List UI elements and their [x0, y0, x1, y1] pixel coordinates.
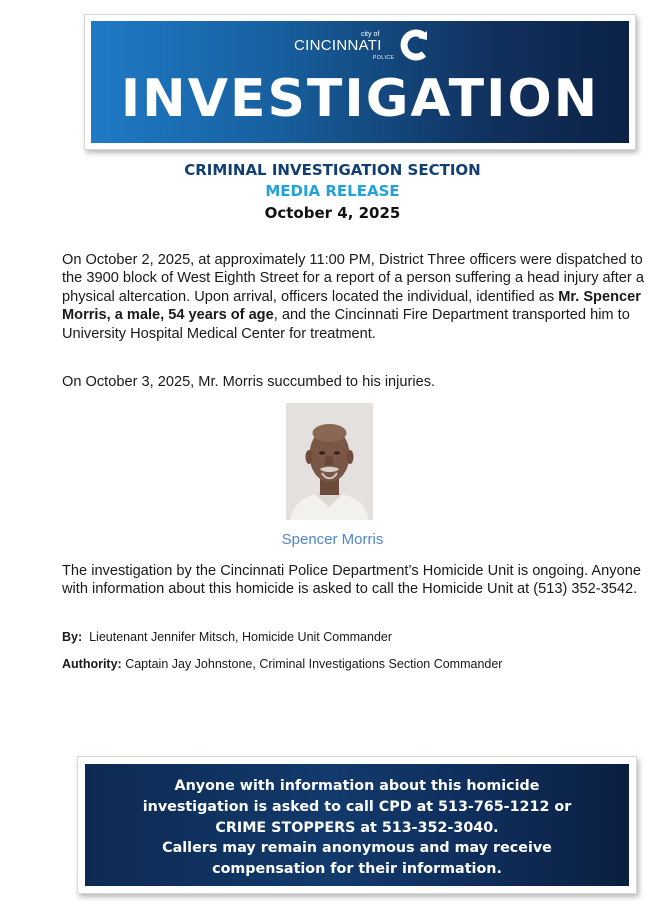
media-release-heading: MEDIA RELEASE: [265, 182, 400, 200]
tip-line-5: compensation for their information.: [212, 861, 502, 878]
investigation-paragraph: The investigation by the Cincinnati Police Department’s Homicide Unit is ongoing. Anyone with information about this homicide is asked to call the Homicide Unit at (513) 352-3542.: [62, 563, 641, 598]
logo-police: POLICE: [373, 55, 395, 61]
section-heading: CRIMINAL INVESTIGATION SECTION: [184, 161, 481, 179]
tip-line-3: CRIME STOPPERS at 513-352-3040.: [215, 819, 499, 836]
incident-text-part2: , and the Cincinnati Fire Department transported him to University Hospital Medical Center for treatment.: [62, 307, 630, 342]
tip-line-box-frame: [77, 756, 637, 894]
by-value: Lieutenant Jennifer Mitsch, Homicide Unit Commander: [89, 630, 393, 644]
photo-caption: Spencer Morris: [281, 531, 384, 548]
header-banner-frame: [84, 14, 636, 150]
incident-paragraph: [62, 251, 662, 343]
logo-city-name: CINCINNATI: [294, 37, 382, 54]
authority-line: [62, 657, 662, 671]
by-label: By:: [62, 630, 83, 644]
authority-label: Authority:: [62, 657, 122, 671]
header-banner: [91, 21, 629, 143]
tip-line-4: Callers may remain anonymous and may receive: [162, 840, 552, 857]
release-headings: [0, 160, 665, 224]
release-date: October 4, 2025: [264, 204, 401, 222]
tip-line-1: Anyone with information about this homicide: [174, 778, 540, 794]
authority-value: Captain Jay Johnstone, Criminal Investigations Section Commander: [125, 657, 503, 671]
victim-identity: Mr. Spencer Morris, a male, 54 years of age: [62, 288, 641, 324]
by-line: [62, 630, 662, 644]
cincinnati-police-logo: [294, 27, 444, 63]
death-paragraph: On October 3, 2025, Mr. Morris succumbed to his injuries.: [62, 374, 436, 390]
tip-line-2: investigation is asked to call CPD at 513-765-1212 or: [142, 798, 572, 815]
banner-title: INVESTIGATION: [120, 69, 600, 129]
incident-text-part1: On October 2, 2025, at approximately 11:00 PM, District Three officers were dispatched to the 3900 block of West Eighth Street for a report of a person suffering a head injury after a physical altercation. Upon arrival, officers located the individual, identified as: [62, 252, 644, 305]
logo-city-of: city of: [361, 31, 380, 38]
victim-portrait-image: [286, 403, 373, 520]
tip-line-box: [85, 764, 629, 886]
victim-photo: [286, 403, 373, 520]
logo-c-mark-icon: [398, 27, 434, 63]
